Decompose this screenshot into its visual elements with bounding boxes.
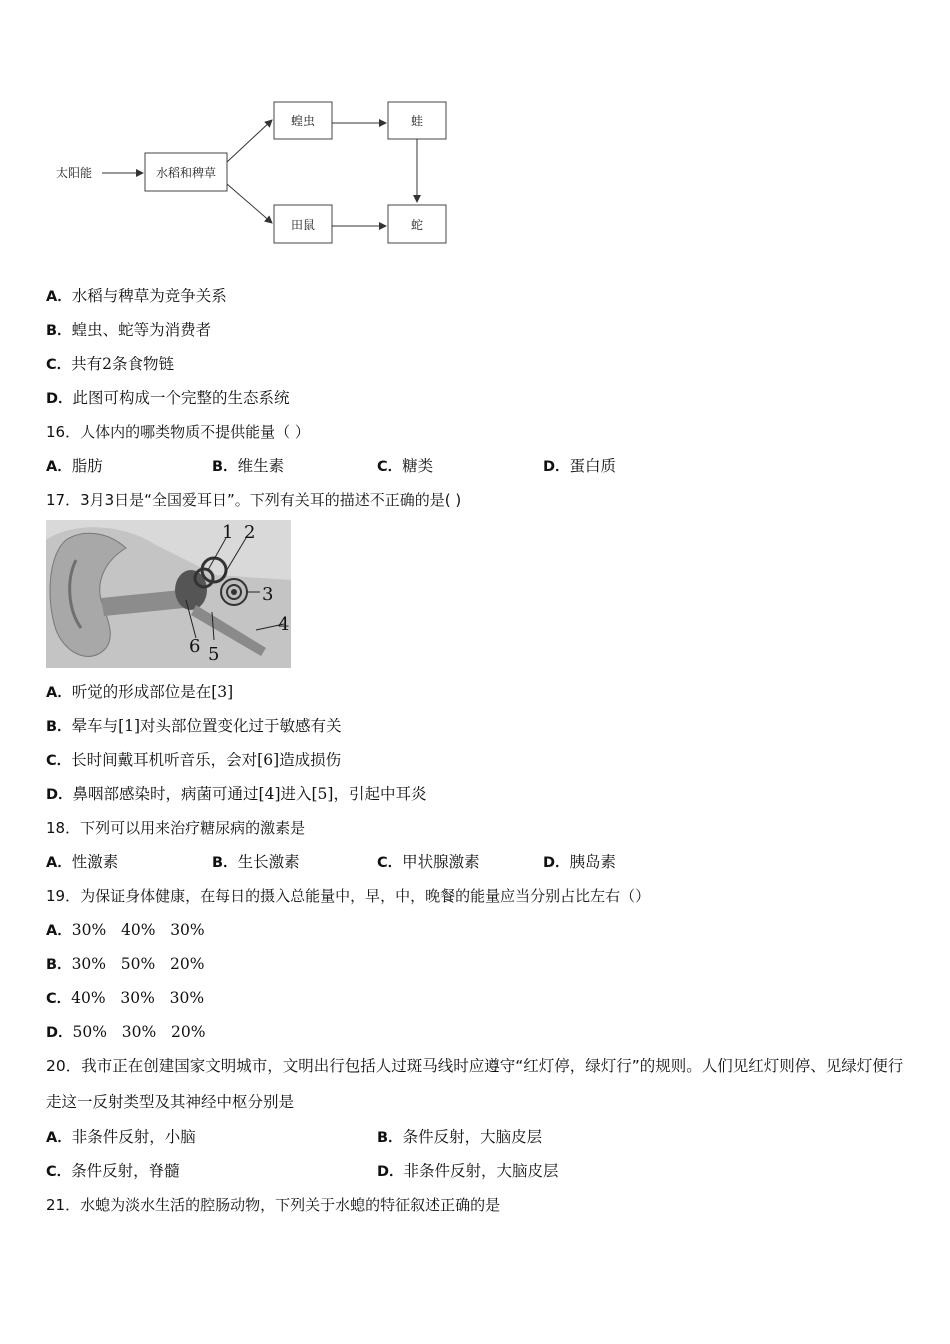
q19-option-b: B．30% 50% 20% — [46, 955, 205, 973]
mouse-label: 田鼠 — [290, 218, 316, 232]
q20-option-b: B．条件反射，大脑皮层 — [377, 1128, 543, 1146]
ear-number-6: 6 — [189, 636, 201, 657]
q15-option-c: C．共有2条食物链 — [46, 355, 175, 373]
arrow-producer-mouse — [227, 184, 272, 223]
q15-option-a: A．水稻与稗草为竞争关系 — [46, 287, 227, 305]
q17-option-c: C．长时间戴耳机听音乐，会对[6]造成损伤 — [46, 751, 342, 769]
q17-option-b: B．晕车与[1]对头部位置变化过于敏感有关 — [46, 717, 342, 735]
q16-stem: 16．人体内的哪类物质不提供能量（ ） — [46, 423, 310, 441]
q19-option-c: C．40% 30% 30% — [46, 989, 205, 1007]
q19-option-d: D．50% 30% 20% — [46, 1023, 206, 1041]
ear-number-2: 2 — [244, 522, 256, 543]
q21-stem: 21．水螅为淡水生活的腔肠动物，下列关于水螅的特征叙述正确的是 — [46, 1196, 501, 1214]
q18-option-b: B．生长激素 — [212, 853, 300, 871]
arrow-producer-locust — [227, 120, 272, 162]
sun-label: 太阳能 — [56, 166, 93, 180]
q16-option-c: C．糖类 — [377, 457, 434, 475]
q15-option-d: D．此图可构成一个完整的生态系统 — [46, 389, 290, 407]
q19-stem: 19．为保证身体健康，在每日的摄入总能量中，早，中，晚餐的能量应当分别占比左右（） — [46, 887, 651, 905]
q20-option-c: C．条件反射，脊髓 — [46, 1162, 180, 1180]
food-web-diagram — [40, 92, 460, 252]
snake-label: 蛇 — [410, 218, 424, 232]
q17-option-d: D．鼻咽部感染时，病菌可通过[4]进入[5]，引起中耳炎 — [46, 785, 427, 803]
q16-option-a: A．脂肪 — [46, 457, 103, 475]
ear-number-4: 4 — [278, 614, 290, 635]
q16-option-d: D．蛋白质 — [543, 457, 617, 475]
q17-option-a: A．听觉的形成部位是在[3] — [46, 683, 234, 701]
q15-option-b: B．蝗虫、蛇等为消费者 — [46, 321, 212, 339]
ear-anatomy-figure — [46, 520, 291, 668]
q16-option-b: B．维生素 — [212, 457, 285, 475]
locust-label: 蝗虫 — [290, 114, 316, 128]
q19-option-a: A．30% 40% 30% — [46, 921, 205, 939]
producer-label: 水稻和稗草 — [155, 166, 217, 180]
q18-option-c: C．甲状腺激素 — [377, 853, 480, 871]
q20-option-a: A．非条件反射，小脑 — [46, 1128, 196, 1146]
ear-number-5: 5 — [208, 644, 220, 665]
frog-label: 蛙 — [410, 114, 424, 128]
ear-number-3: 3 — [262, 584, 274, 605]
q18-option-a: A．性激素 — [46, 853, 119, 871]
q20-option-d: D．非条件反射，大脑皮层 — [377, 1162, 559, 1180]
q20-stem: 20．我市正在创建国家文明城市，文明出行包括人过斑马线时应遵守“红灯停，绿灯行”的规则。人们见红灯则停、见绿灯便行走这一反射类型及其神经中枢分别是 — [46, 1057, 904, 1111]
q18-option-d: D．胰岛素 — [543, 853, 617, 871]
ear-number-1: 1 — [222, 522, 234, 543]
q17-stem: 17．3月3日是“全国爱耳日”。下列有关耳的描述不正确的是( ) — [46, 491, 462, 509]
q18-stem: 18．下列可以用来治疗糖尿病的激素是 — [46, 819, 306, 837]
